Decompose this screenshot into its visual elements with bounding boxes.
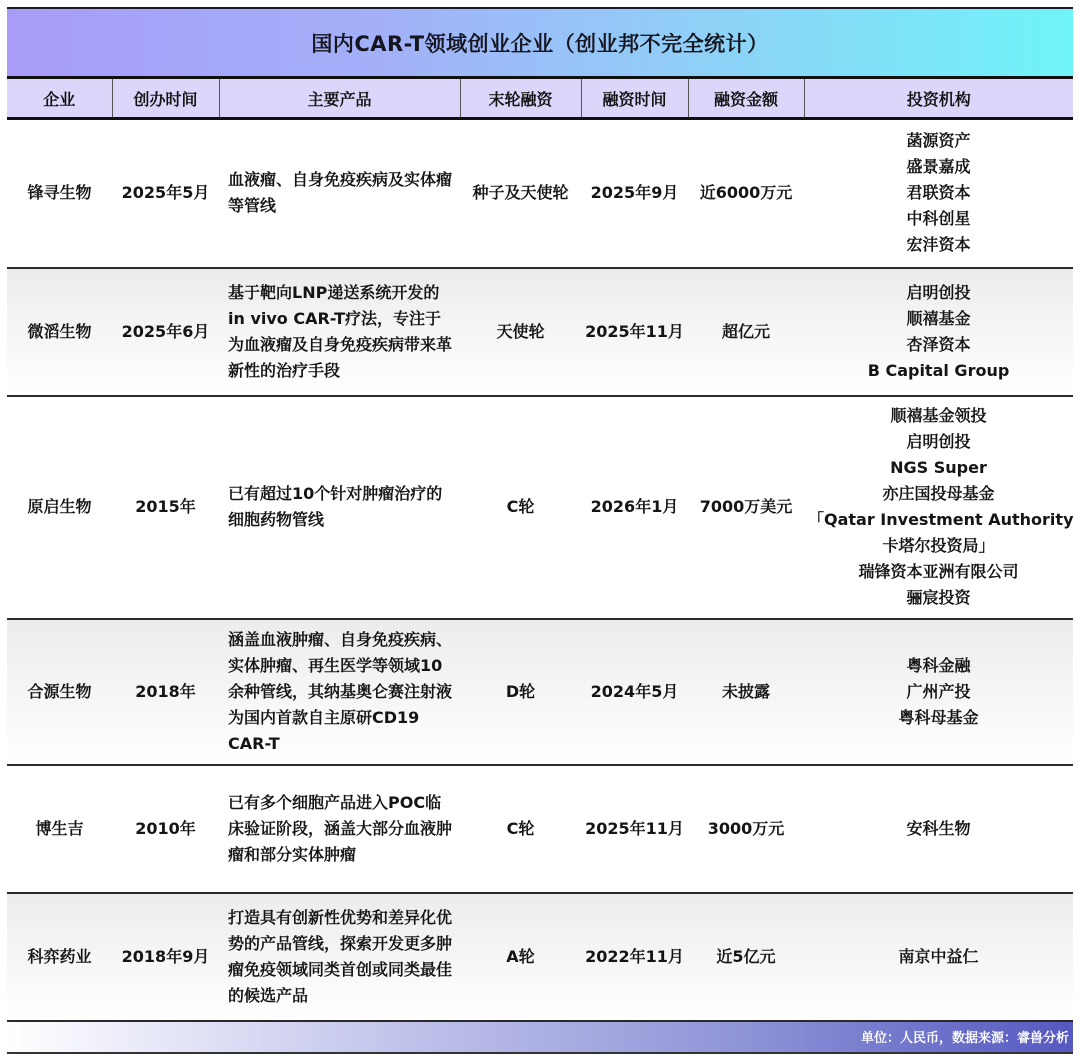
investor-name: 瑞锋资本亚洲有限公司 bbox=[858, 562, 1019, 581]
cell-founded: 2018年 bbox=[112, 619, 219, 765]
cell-company: 博生吉 bbox=[7, 765, 112, 893]
table-row bbox=[7, 396, 1073, 619]
header-row bbox=[7, 79, 1073, 119]
table-row bbox=[7, 893, 1073, 1021]
investor-name: 盛景嘉成 bbox=[906, 157, 971, 177]
cell-product: 已有超过10个针对肿瘤治疗的细胞药物管线 bbox=[219, 396, 460, 619]
investor-name: 粤科母基金 bbox=[898, 707, 979, 727]
investor-name: 顺禧基金领投 bbox=[890, 406, 987, 425]
cell-investors bbox=[804, 396, 1073, 619]
investor-name: 粤科金融 bbox=[906, 655, 971, 675]
cell-product: 血液瘤、自身免疫疾病及实体瘤等管线 bbox=[219, 119, 460, 268]
cell-investors bbox=[804, 119, 1073, 268]
cell-company: 科弈药业 bbox=[7, 893, 112, 1021]
col-header-investors: 投资机构 bbox=[804, 79, 1073, 119]
investor-name: B Capital Group bbox=[867, 360, 1010, 380]
cell-product: 打造具有创新性优势和差异化优势的产品管线，探索开发更多肿瘤免疫领域同类首创或同类最佳的候选产品 bbox=[219, 893, 460, 1021]
investor-name: 中科创星 bbox=[906, 209, 971, 229]
cell-round: A轮 bbox=[460, 893, 581, 1021]
cell-round: 天使轮 bbox=[460, 268, 581, 396]
investor-name: 启明创投 bbox=[906, 432, 971, 451]
cell-founded: 2010年 bbox=[112, 765, 219, 893]
cell-amount: 7000万美元 bbox=[688, 396, 804, 619]
cell-investors bbox=[804, 893, 1073, 1021]
title-banner bbox=[7, 7, 1073, 79]
cell-product: 基于靶向LNP递送系统开发的in vivo CAR-T疗法，专注于为血液瘤及自身免疫疾病带来革新性的治疗手段 bbox=[219, 268, 460, 396]
cell-round: D轮 bbox=[460, 619, 581, 765]
investor-name: 杏泽资本 bbox=[906, 334, 971, 354]
col-header-date: 融资时间 bbox=[581, 79, 688, 119]
cell-date: 2022年11月 bbox=[581, 893, 688, 1021]
source-footer bbox=[7, 1022, 1073, 1054]
investor-name: 「Qatar Investment Authority bbox=[808, 510, 1074, 529]
table-row bbox=[7, 765, 1073, 893]
investor-name: 宏沣资本 bbox=[906, 235, 971, 255]
cell-founded: 2018年9月 bbox=[112, 893, 219, 1021]
startup-table-sheet bbox=[7, 7, 1073, 1054]
cell-round: C轮 bbox=[460, 396, 581, 619]
cell-date: 2024年5月 bbox=[581, 619, 688, 765]
col-header-product: 主要产品 bbox=[219, 79, 460, 119]
cell-company: 锋寻生物 bbox=[7, 119, 112, 268]
investor-name: 菡源资产 bbox=[906, 131, 971, 151]
col-header-amount: 融资金额 bbox=[688, 79, 804, 119]
cell-founded: 2015年 bbox=[112, 396, 219, 619]
cell-founded: 2025年6月 bbox=[112, 268, 219, 396]
col-header-round: 末轮融资 bbox=[460, 79, 581, 119]
cell-round: C轮 bbox=[460, 765, 581, 893]
investor-name: 卡塔尔投资局」 bbox=[882, 536, 995, 555]
table-row bbox=[7, 119, 1073, 268]
cell-founded: 2025年5月 bbox=[112, 119, 219, 268]
cell-amount: 近6000万元 bbox=[688, 119, 804, 268]
cell-product: 已有多个细胞产品进入POC临床验证阶段，涵盖大部分血液肿瘤和部分实体肿瘤 bbox=[219, 765, 460, 893]
cell-date: 2025年11月 bbox=[581, 268, 688, 396]
investor-name: 广州产投 bbox=[906, 681, 971, 701]
cell-amount: 超亿元 bbox=[688, 268, 804, 396]
cell-round: 种子及天使轮 bbox=[460, 119, 581, 268]
investor-name: 顺禧基金 bbox=[906, 308, 971, 328]
investor-name: NGS Super bbox=[890, 458, 987, 477]
source-note: 单位：人民币，数据来源：睿兽分析 bbox=[860, 1031, 1069, 1046]
startup-table bbox=[7, 79, 1073, 1022]
table-title: 国内CAR-T领域创业企业（创业邦不完全统计） bbox=[311, 31, 769, 56]
cell-date: 2025年11月 bbox=[581, 765, 688, 893]
cell-investors bbox=[804, 268, 1073, 396]
investor-name: 安科生物 bbox=[906, 818, 971, 838]
cell-amount: 近5亿元 bbox=[688, 893, 804, 1021]
investor-name: 君联资本 bbox=[906, 183, 971, 203]
cell-amount: 3000万元 bbox=[688, 765, 804, 893]
cell-date: 2025年9月 bbox=[581, 119, 688, 268]
investor-name: 亦庄国投母基金 bbox=[882, 484, 995, 503]
investor-name: 骊宸投资 bbox=[906, 588, 971, 607]
investor-name: 南京中益仁 bbox=[898, 946, 979, 966]
investor-name: 启明创投 bbox=[906, 282, 971, 302]
cell-amount: 未披露 bbox=[688, 619, 804, 765]
cell-investors bbox=[804, 619, 1073, 765]
cell-investors bbox=[804, 765, 1073, 893]
col-header-founded: 创办时间 bbox=[112, 79, 219, 119]
table-row bbox=[7, 268, 1073, 396]
cell-company: 微滔生物 bbox=[7, 268, 112, 396]
cell-company: 原启生物 bbox=[7, 396, 112, 619]
col-header-company: 企业 bbox=[7, 79, 112, 119]
table-row bbox=[7, 619, 1073, 765]
cell-company: 合源生物 bbox=[7, 619, 112, 765]
cell-date: 2026年1月 bbox=[581, 396, 688, 619]
cell-product: 涵盖血液肿瘤、自身免疫疾病、实体肿瘤、再生医学等领域10余种管线，其纳基奥仑赛注射液为国内首款自主原研CD19 CAR-T bbox=[219, 619, 460, 765]
